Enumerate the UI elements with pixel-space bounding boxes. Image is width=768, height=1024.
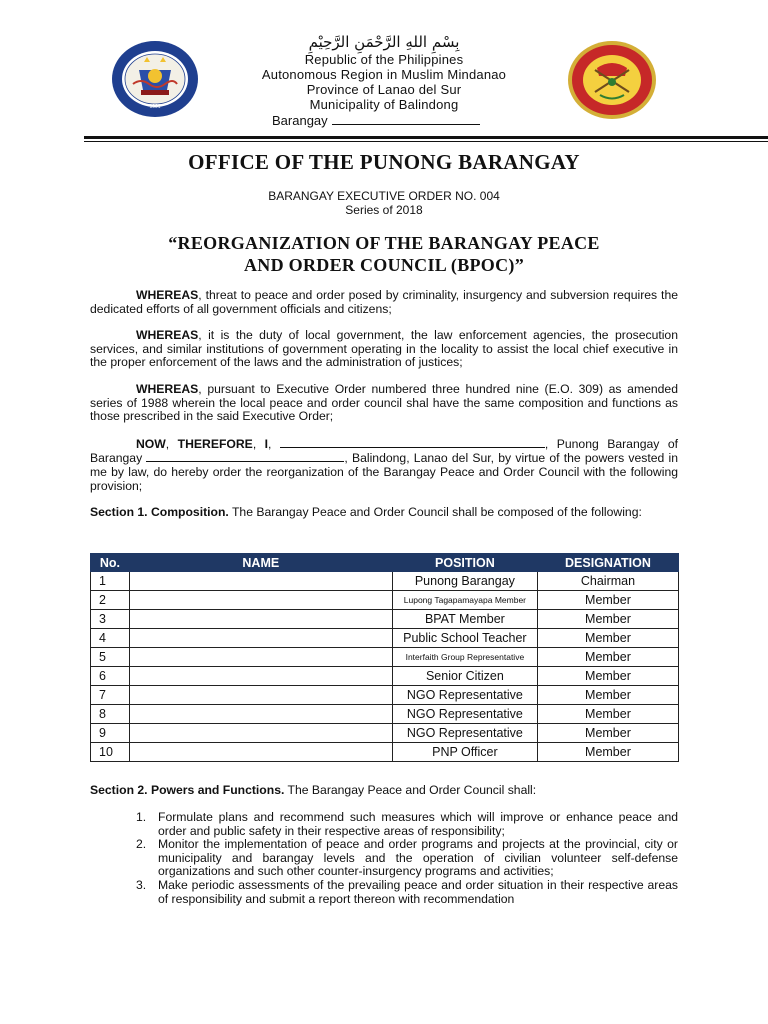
- table-row: [91, 591, 679, 610]
- table-row: [91, 648, 679, 667]
- row-designation: Member: [537, 724, 678, 743]
- table-row: [91, 629, 679, 648]
- row-position: NGO Representative: [392, 724, 537, 743]
- series-line: Series of 2018: [345, 203, 423, 217]
- row-designation: Member: [537, 686, 678, 705]
- punong-barangay-name-blank: [280, 437, 545, 448]
- order-number: [0, 189, 768, 217]
- whereas-text: , it is the duty of local government, the law enforcement agencies, the prosecution services, and similar institutions of government operating in the locality to assist the local chief executive in the proper enforcement of the laws and the administration of justices;: [90, 328, 678, 370]
- now-therefore-paragraph: [90, 437, 678, 493]
- letterhead-text: [220, 32, 548, 112]
- i-lead: I: [264, 436, 269, 451]
- whereas-text: , pursuant to Executive Order numbered three hundred nine (E.O. 309) as amended series of 1988 wherein the local peace and order council shal have the same composition and functions as those prescribed in the said Executive Order;: [90, 381, 678, 424]
- list-text: Make periodic assessments of the prevailing peace and order situation in their respective areas of responsibility and submit a report thereon with recommendation: [158, 877, 678, 906]
- table-header-row: [91, 554, 679, 572]
- list-item: [136, 838, 678, 879]
- list-number: 3.: [136, 877, 147, 892]
- row-position: PNP Officer: [392, 743, 537, 762]
- header-rule-thin: [84, 141, 768, 142]
- order-no-line: BARANGAY EXECUTIVE ORDER NO. 004: [268, 189, 500, 203]
- whereas-lead: WHEREAS: [136, 288, 199, 302]
- barangay-line: [272, 113, 480, 128]
- row-number: 4: [91, 629, 130, 648]
- barangay-name-blank: [146, 451, 344, 462]
- row-position: Interfaith Group Representative: [392, 648, 537, 667]
- order-title-line-1: “REORGANIZATION OF THE BARANGAY PEACE: [168, 233, 600, 253]
- letterhead: [0, 0, 768, 150]
- table-body: [91, 572, 679, 762]
- section-2-text: The Barangay Peace and Order Council shall:: [284, 783, 537, 797]
- order-body: [90, 289, 678, 533]
- i-separator: ,: [268, 436, 280, 451]
- list-number: 1.: [136, 810, 147, 824]
- list-number: 2.: [136, 837, 147, 852]
- now-text-2: , Balindong, Lanao del Sur, by virtue of the powers vested in me by law, do hereby order the reorganization of the Barangay Peace and Order Council with the following provision;: [90, 451, 678, 493]
- header-designation: DESIGNATION: [537, 554, 678, 572]
- list-item: [136, 811, 678, 838]
- office-title: OFFICE OF THE PUNONG BARANGAY: [188, 150, 580, 174]
- row-name: [129, 629, 392, 648]
- barangay-blank: [332, 113, 480, 125]
- now-separator: ,: [165, 436, 178, 451]
- row-position: NGO Representative: [392, 686, 537, 705]
- header-name: NAME: [129, 554, 392, 572]
- row-designation: Chairman: [537, 572, 678, 591]
- section-1-label: Section 1. Composition.: [90, 505, 229, 520]
- header-no: No.: [91, 554, 130, 572]
- list-text: Monitor the implementation of peace and order programs and projects at the provincial, city or municipality and barangay levels and the operation of civilian volunteer self-defense organizations and such other counter-insurgency programs and activities;: [158, 837, 678, 879]
- bismillah-text: بِسْمِ اللهِ الرَّحْمَنِ الرَّحِيْمِ: [308, 33, 460, 51]
- row-designation: Member: [537, 667, 678, 686]
- province-line: Province of Lanao del Sur: [306, 82, 462, 97]
- therefore-separator: ,: [252, 436, 265, 451]
- row-position: Punong Barangay: [392, 572, 537, 591]
- order-title-line-2: AND ORDER COUNCIL (BPOC)”: [243, 255, 524, 275]
- whereas-paragraph-2: [90, 329, 678, 370]
- table-row: [91, 610, 679, 629]
- table-row: [91, 667, 679, 686]
- row-number: 9: [91, 724, 130, 743]
- row-number: 6: [91, 667, 130, 686]
- row-name: [129, 591, 392, 610]
- row-number: 10: [91, 743, 130, 762]
- row-number: 1: [91, 572, 130, 591]
- row-designation: Member: [537, 591, 678, 610]
- now-text-1: , Punong Barangay of Barangay: [90, 436, 678, 466]
- row-position: NGO Representative: [392, 705, 537, 724]
- row-designation: Member: [537, 610, 678, 629]
- section-2-paragraph: [90, 783, 678, 797]
- row-number: 8: [91, 705, 130, 724]
- row-designation: Member: [537, 648, 678, 667]
- whereas-text: , threat to peace and order posed by criminality, insurgency and subversion requires the dedicated efforts of all government officials and citizens;: [90, 288, 678, 316]
- row-name: [129, 705, 392, 724]
- row-position: Senior Citizen: [392, 667, 537, 686]
- table-row: [91, 705, 679, 724]
- section-2-label: Section 2. Powers and Functions.: [90, 783, 285, 797]
- row-position: BPAT Member: [392, 610, 537, 629]
- row-position: Lupong Tagapamayapa Member: [392, 591, 537, 610]
- row-number: 2: [91, 591, 130, 610]
- section-1-text: The Barangay Peace and Order Council shall be composed of the following:: [228, 505, 642, 520]
- whereas-paragraph-3: [90, 383, 678, 424]
- list-text: Formulate plans and recommend such measures which will improve or enhance peace and order and public safety in their respective areas of responsibility;: [158, 810, 678, 838]
- row-name: [129, 572, 392, 591]
- row-name: [129, 724, 392, 743]
- table-row: [91, 743, 679, 762]
- list-item: [136, 879, 678, 906]
- municipality-line: Municipality of Balindong: [309, 97, 459, 112]
- row-name: [129, 648, 392, 667]
- row-name: [129, 743, 392, 762]
- row-designation: Member: [537, 629, 678, 648]
- row-name: [129, 667, 392, 686]
- table-row: [91, 686, 679, 705]
- row-number: 5: [91, 648, 130, 667]
- now-lead: NOW: [136, 436, 166, 451]
- whereas-paragraph-1: [90, 289, 678, 316]
- table-row: [91, 724, 679, 743]
- barangay-label: Barangay: [272, 113, 328, 128]
- row-designation: Member: [537, 743, 678, 762]
- row-position: Public School Teacher: [392, 629, 537, 648]
- whereas-lead: WHEREAS: [136, 381, 199, 396]
- row-number: 7: [91, 686, 130, 705]
- section-1-paragraph: [90, 506, 678, 520]
- municipality-of-balindong-seal-icon: [567, 40, 657, 120]
- powers-list: [136, 811, 678, 906]
- whereas-lead: WHEREAS: [136, 328, 199, 343]
- region-line: Autonomous Region in Muslim Mindanao: [261, 67, 507, 82]
- council-composition-table: [90, 553, 679, 762]
- header-rule-thick: [84, 136, 768, 139]
- row-number: 3: [91, 610, 130, 629]
- row-designation: Member: [537, 705, 678, 724]
- republic-line: Republic of the Philippines: [304, 52, 464, 67]
- therefore-lead: THEREFORE: [177, 436, 253, 451]
- table-row: [91, 572, 679, 591]
- left-seal-year: 1991: [149, 104, 161, 110]
- order-title: [140, 232, 628, 276]
- row-name: [129, 686, 392, 705]
- row-name: [129, 610, 392, 629]
- header-position: POSITION: [392, 554, 537, 572]
